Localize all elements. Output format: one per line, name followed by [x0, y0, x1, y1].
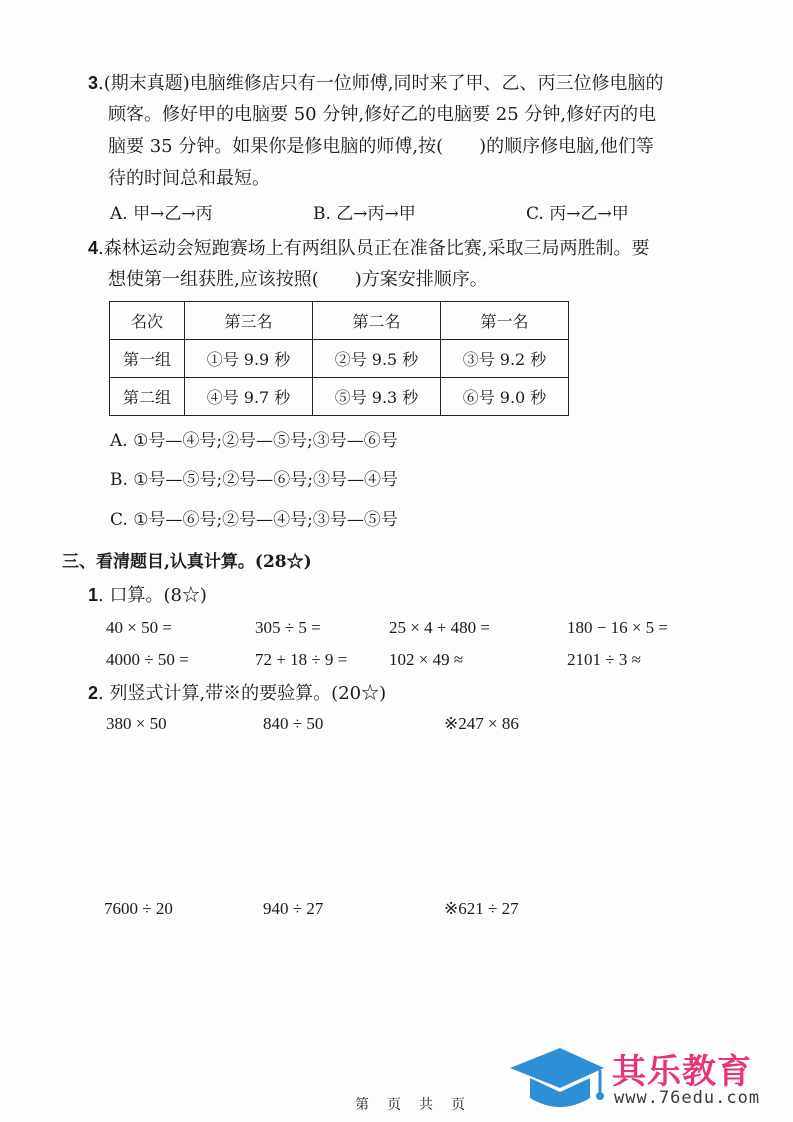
oral-calc-item: 25 × 4 + 480 =: [389, 618, 491, 637]
q3-number: 3: [88, 73, 99, 93]
table-row: [110, 378, 569, 416]
ranking-table: [109, 301, 569, 416]
vertical-calc-item: 7600 ÷ 20: [104, 899, 173, 918]
table-cell: ②号 9.5 秒: [313, 340, 441, 378]
section-3-title: 三、看清题目,认真计算。(28☆): [62, 552, 312, 572]
logo-url: www.76edu.com: [614, 1088, 761, 1108]
table-cell: 第一组: [110, 340, 185, 378]
q3-option-b[interactable]: B. 乙→丙→甲: [313, 204, 416, 224]
q4-option-a[interactable]: A. ①号—④号;②号—⑤号;③号—⑥号: [110, 431, 398, 451]
q3-line-1: 3.(期末真题)电脑维修店只有一位师傅,同时来了甲、乙、丙三位修电脑的: [88, 73, 664, 94]
table-header-cell: 第三名: [185, 302, 313, 340]
q3-option-c[interactable]: C. 丙→乙→甲: [526, 204, 629, 224]
table-cell: ③号 9.2 秒: [441, 340, 569, 378]
table-row: [110, 340, 569, 378]
q4-line-2: 想使第一组获胜,应该按照( )方案安排顺序。: [108, 269, 488, 290]
vertical-calc-item: 940 ÷ 27: [263, 899, 324, 918]
part-1-number: 1: [88, 585, 99, 605]
q4-line-1: 4.森林运动会短跑赛场上有两组队员正在准备比赛,采取三局两胜制。要: [88, 238, 650, 259]
oral-calc-item: 102 × 49 ≈: [389, 650, 464, 669]
oral-calc-item: 40 × 50 =: [106, 618, 172, 637]
vertical-calc-item: 840 ÷ 50: [263, 714, 324, 733]
part-1-title: 1. 口算。(8☆): [88, 585, 207, 606]
table-cell: ⑤号 9.3 秒: [313, 378, 441, 416]
page-footer: 第 页 共 页: [355, 1097, 467, 1113]
q3-line-3: 脑要 35 分钟。如果你是修电脑的师傅,按( )的顺序修电脑,他们等: [108, 136, 654, 157]
table-cell: ⑥号 9.0 秒: [441, 378, 569, 416]
oral-calc-item: 4000 ÷ 50 =: [106, 650, 189, 669]
logo-text: 其乐教育: [612, 1052, 752, 1092]
oral-calc-item: 72 + 18 ÷ 9 =: [255, 650, 348, 669]
part-2-number: 2: [88, 683, 99, 703]
oral-calc-item: 180 − 16 × 5 =: [567, 618, 669, 637]
q4-number: 4: [88, 238, 99, 258]
part-2-title: 2. 列竖式计算,带※的要验算。(20☆): [88, 683, 387, 704]
table-header-cell: 第二名: [313, 302, 441, 340]
table-cell: 第二组: [110, 378, 185, 416]
table-header-row: [110, 302, 569, 340]
oral-calc-item: 305 ÷ 5 =: [255, 618, 321, 637]
q3-line-2: 顾客。修好甲的电脑要 50 分钟,修好乙的电脑要 25 分钟,修好丙的电: [108, 104, 657, 125]
table-header-cell: 第一名: [441, 302, 569, 340]
graduation-cap-icon: [506, 1046, 606, 1112]
q3-option-a[interactable]: A. 甲→乙→丙: [110, 204, 213, 224]
table-cell: ④号 9.7 秒: [185, 378, 313, 416]
q4-option-c[interactable]: C. ①号—⑥号;②号—④号;③号—⑤号: [110, 510, 398, 530]
table-header-cell: 名次: [110, 302, 185, 340]
vertical-calc-item: ※621 ÷ 27: [444, 899, 519, 918]
vertical-calc-item: 380 × 50: [106, 714, 167, 733]
q3-line-4: 待的时间总和最短。: [108, 168, 270, 189]
table-cell: ①号 9.9 秒: [185, 340, 313, 378]
q4-option-b[interactable]: B. ①号—⑤号;②号—⑥号;③号—④号: [110, 470, 398, 490]
logo: [506, 1044, 786, 1118]
vertical-calc-item: ※247 × 86: [444, 714, 519, 733]
oral-calc-item: 2101 ÷ 3 ≈: [567, 650, 641, 669]
